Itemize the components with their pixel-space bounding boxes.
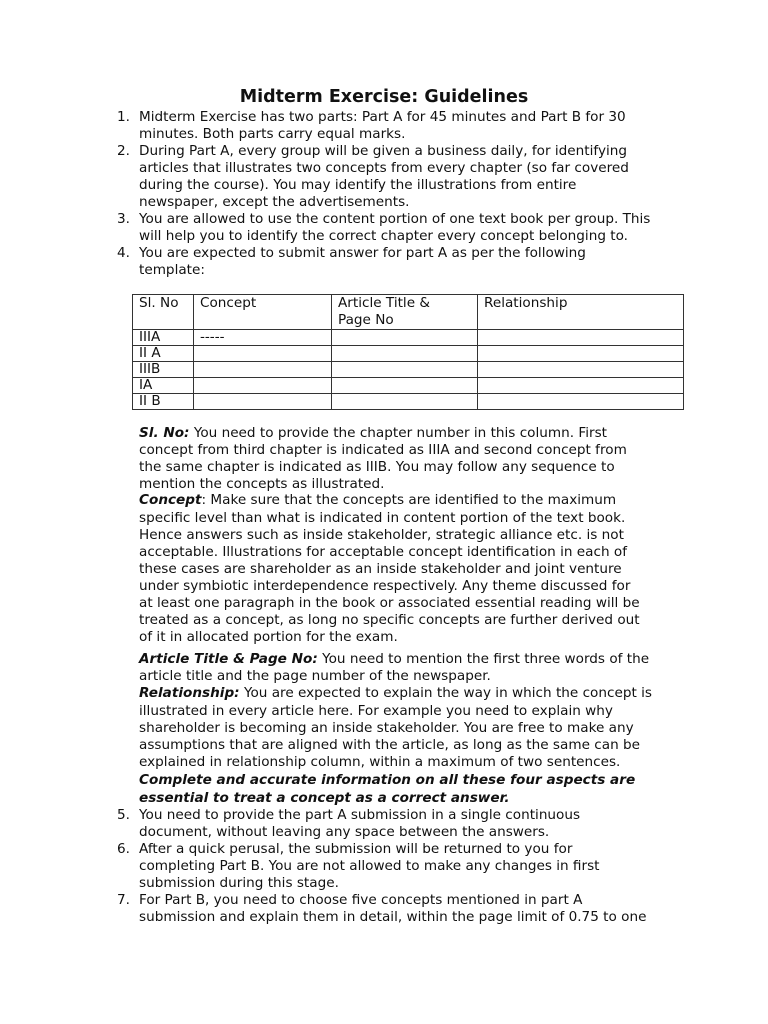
text-line — [139, 425, 607, 442]
table-cell — [332, 362, 478, 378]
table-cell — [478, 378, 684, 394]
template-table — [132, 294, 684, 410]
text-line: You are expected to submit answer for part A as per the following — [139, 245, 586, 261]
text-line: template: — [139, 262, 205, 278]
table-cell — [332, 378, 478, 394]
term-text: You need to provide the chapter number in this column. First — [189, 425, 607, 441]
table-row — [133, 394, 684, 410]
text-line — [139, 651, 649, 668]
text-line: article title and the page number of the newspaper. — [139, 668, 491, 684]
text-line: specific level than what is indicated in content portion of the text book. — [139, 510, 626, 526]
text-line: during the course). You may identify the illustrations from entire — [139, 177, 577, 193]
term-text: : Make sure that the concepts are identified to the maximum — [201, 492, 617, 508]
term-label: Article Title & Page No: — [139, 651, 318, 667]
text-line: completing Part B. You are not allowed to make any changes in first — [139, 858, 600, 874]
list-number: 2. — [117, 143, 130, 159]
table-cell — [332, 394, 478, 410]
text-line: minutes. Both parts carry equal marks. — [139, 126, 406, 142]
table-cell: IIIB — [133, 362, 194, 378]
text-line: treated as a concept, as long no specific concepts are further derived out — [139, 612, 640, 628]
table-row — [133, 346, 684, 362]
table-row — [133, 362, 684, 378]
text-line: essential to treat a concept as a correct answer. — [139, 790, 510, 806]
text-line: Complete and accurate information on all these four aspects are — [139, 772, 636, 788]
term-label: Relationship: — [139, 685, 240, 701]
table-cell — [194, 378, 332, 394]
text-line: will help you to identify the correct chapter every concept belonging to. — [139, 228, 628, 244]
column-header-sl-no: Sl. No — [133, 295, 194, 330]
text-line: For Part B, you need to choose five concepts mentioned in part A — [139, 892, 583, 908]
text-line: at least one paragraph in the book or associated essential reading will be — [139, 595, 640, 611]
text-line: under symbiotic interdependence respectively. Any theme discussed for — [139, 578, 631, 594]
header-line: Page No — [338, 312, 394, 328]
header-line: Article Title & — [338, 295, 430, 311]
text-line: You are allowed to use the content portion of one text book per group. This — [139, 211, 651, 227]
term-label: Sl. No: — [139, 425, 190, 441]
list-number: 1. — [117, 109, 130, 125]
text-line: explained in relationship column, within a maximum of two sentences. — [139, 754, 621, 770]
table-cell: ----- — [194, 330, 332, 346]
list-number: 5. — [117, 807, 130, 823]
table-cell — [478, 346, 684, 362]
list-number: 7. — [117, 892, 130, 908]
text-line: acceptable. Illustrations for acceptable concept identification in each of — [139, 544, 627, 560]
text-line: shareholder is becoming an inside stakeholder. You are free to make any — [139, 720, 634, 736]
text-line: During Part A, every group will be given a business daily, for identifying — [139, 143, 628, 159]
text-line — [139, 685, 652, 702]
text-line: submission and explain them in detail, within the page limit of 0.75 to one — [139, 909, 647, 925]
text-line: newspaper, except the advertisements. — [139, 194, 410, 210]
term-label: Concept — [139, 492, 202, 508]
text-line: Hence answers such as inside stakeholder, strategic alliance etc. is not — [139, 527, 624, 543]
table-cell: IA — [133, 378, 194, 394]
column-header-article-title — [332, 295, 478, 330]
text-line: Midterm Exercise has two parts: Part A for 45 minutes and Part B for 30 — [139, 109, 626, 125]
text-line: mention the concepts as illustrated. — [139, 476, 385, 492]
text-line: assumptions that are aligned with the article, as long as the same can be — [139, 737, 640, 753]
list-number: 3. — [117, 211, 130, 227]
text-line: these cases are shareholder as an inside stakeholder and joint venture — [139, 561, 622, 577]
term-text: You are expected to explain the way in which the concept is — [239, 685, 652, 701]
table-row — [133, 330, 684, 346]
table-cell — [478, 330, 684, 346]
table-cell — [478, 394, 684, 410]
text-line: concept from third chapter is indicated as IIIA and second concept from — [139, 442, 627, 458]
text-line: of it in allocated portion for the exam. — [139, 629, 398, 645]
table-cell — [478, 362, 684, 378]
table-header-row — [133, 295, 684, 330]
page-title: Midterm Exercise: Guidelines — [239, 87, 529, 107]
table-cell — [332, 330, 478, 346]
text-line: articles that illustrates two concepts from every chapter (so far covered — [139, 160, 629, 176]
table-cell: II B — [133, 394, 194, 410]
table-cell — [194, 362, 332, 378]
text-line: document, without leaving any space between the answers. — [139, 824, 550, 840]
list-number: 4. — [117, 245, 130, 261]
list-number: 6. — [117, 841, 130, 857]
table-cell — [332, 346, 478, 362]
text-line: submission during this stage. — [139, 875, 339, 891]
table-row — [133, 378, 684, 394]
text-line: illustrated in every article here. For example you need to explain why — [139, 703, 613, 719]
text-line — [139, 492, 616, 509]
table-cell — [194, 394, 332, 410]
table-cell: IIIA — [133, 330, 194, 346]
column-header-concept: Concept — [194, 295, 332, 330]
text-line: After a quick perusal, the submission will be returned to you for — [139, 841, 573, 857]
table-cell: II A — [133, 346, 194, 362]
column-header-relationship: Relationship — [478, 295, 684, 330]
term-text: You need to mention the first three words of the — [317, 651, 650, 667]
text-line: the same chapter is indicated as IIIB. You may follow any sequence to — [139, 459, 615, 475]
table-cell — [194, 346, 332, 362]
text-line: You need to provide the part A submission in a single continuous — [139, 807, 581, 823]
